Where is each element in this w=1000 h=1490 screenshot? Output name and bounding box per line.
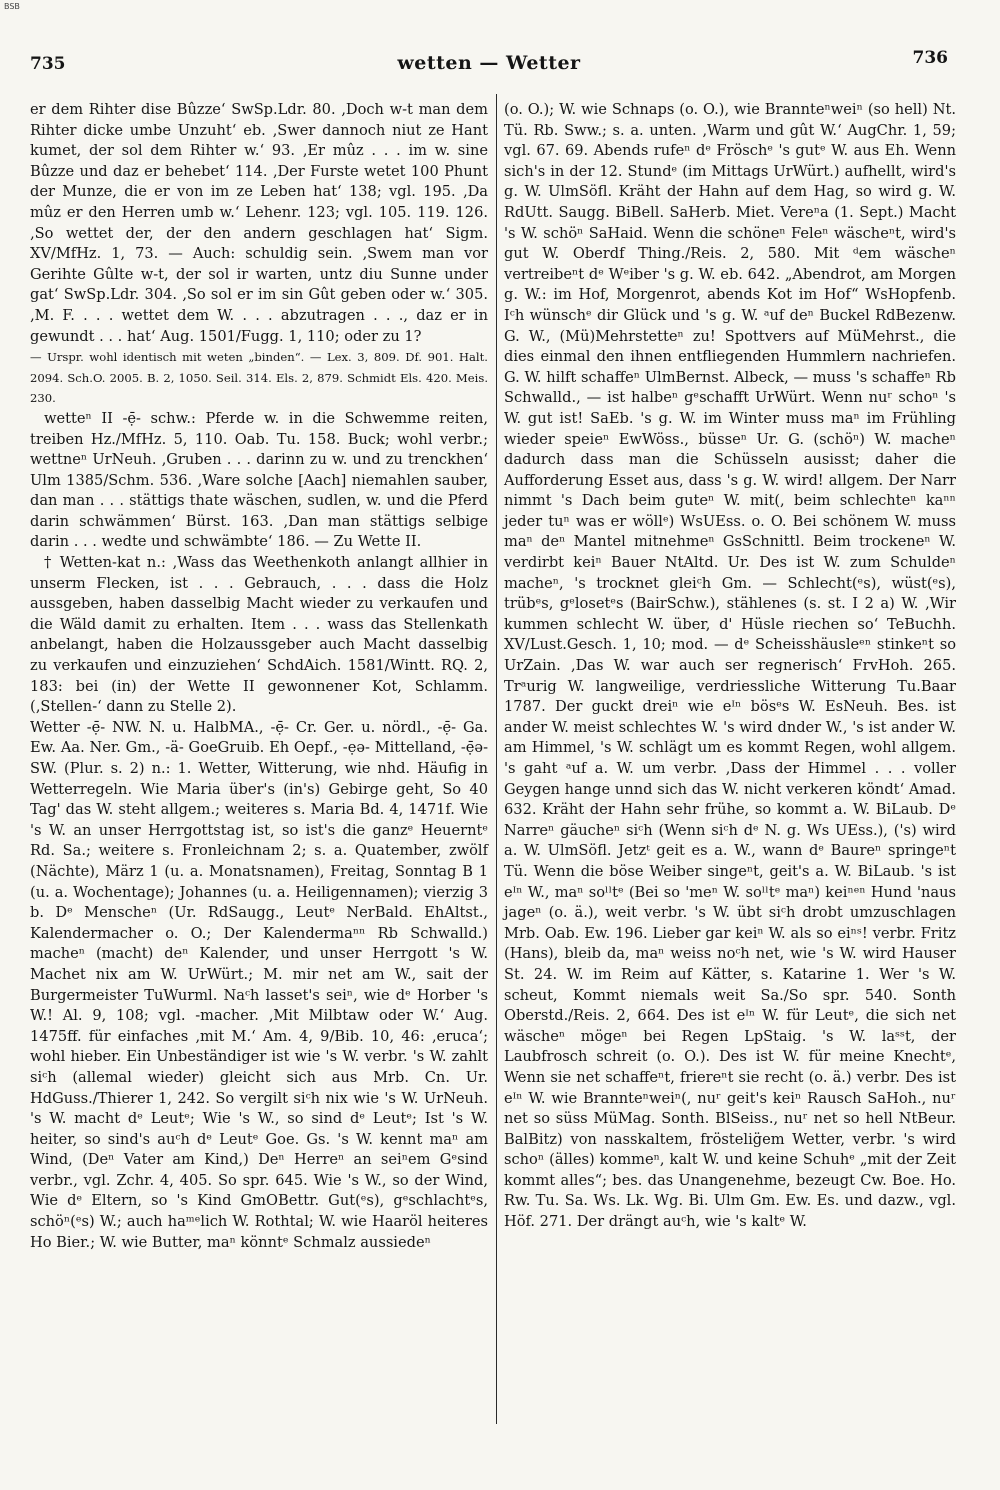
- entry-wetten-kat: † Wetten-kat n.: ‚Wass das Weethenkoth anlangt allhier in unserm Flecken, ist . . . Gebrauch, . . . dass die Holz aussgeben, haben dasselbig Macht wieder zu verkaufen und die Wäld damit zu erhalten. Item . . . wass das Stellenkath anbelangt, haben die Holzaussgeber auch Macht dasselbig zu verkaufen und einzuziehen‘ SchdAich. 1581/Wintt. RQ. 2, 183: bei (in) der Wette II gewonnener Kot, Schlamm. (‚Stellen-‘ dann zu Stelle 2).: [30, 554, 488, 716]
- entry-wetter-continued: (o. O.); W. wie Schnaps (o. O.), wie Brannteⁿweiⁿ (so hell) Nt. Tü. Rb. Sww.; s. a. unten. ‚Warm und gût W.‘ AugChr. 1, 59; vgl. 67. 69. Abends rufeⁿ dᵉ Fröschᵉ 's gutᵉ W. aus Eh. Wenn sich's in der 12. Stundᵉ (im Mittags UrWürt.) aufhellt, wird's g. W. UlmSöfl. Kräht der Hahn auf dem Hag, so wird g. W. RdUtt. Saugg. BiBell. SaHerb. Miet. Vereⁿa (1. Sept.) Macht 's W. schöⁿ SaHaid. Wenn die schöneⁿ Feleⁿ wäscheⁿt, wird's gut W. Oberdf Thing./Reis. 2, 580. Mit ᵈem wäscheⁿ vertreibeⁿt dᵉ Wᵉiber 's g. W. eb. 642. „Abendrot, am Morgen g. W.: im Hof, Morgenrot, abends Kot im Hof“ WsHopfenb. Iᶜh wünschᵉ dir Glück und 's g. W. ᵃuf deⁿ Buckel RdBezenw. G. W., (Mü)Mehrstetteⁿ zu! Spottvers auf MüMehrst., die dies einmal den ihnen entfliegenden Hummlern nachriefen. G. W. hilft schaffeⁿ UlmBernst. Albeck, — muss 's schaffeⁿ Rb Schwalld., — ist halbeⁿ gᵉschafft UrWürt. Wenn nuʳ schoⁿ 's W. gut ist! SaEb. 's g. W. im Winter muss maⁿ im Frühling wieder speieⁿ EwWöss., büsseⁿ Ur. G. (schöⁿ) W. macheⁿ dadurch dass man die Schüsseln ausisst; daher die Aufforderung Esset aus, dass 's g. W. wird! allgem. Der Narr nimmt 's Dach beim guteⁿ W. mit(, beim schlechteⁿ kaⁿⁿ jeder tuⁿ was er wöllᵉ) WsUEss. o. O. Bei schönem W. muss maⁿ deⁿ Mantel mitnehmeⁿ GsSchnittl. Beim trockeneⁿ W. verdirbt keiⁿ Bauer NtAltd. Ur. Des ist W. zum Schuldeⁿ macheⁿ, 's trocknet gleiᶜh Gm. — Schlecht(ᵉs), wüst(ᵉs), trübᵉs, gᵉlosetᵉs (BairSchw.), stählenes (s. st. I 2 a) W. ‚Wir kummen schlecht W. über, d' Hüsle riechen so‘ TeBuchh. XV/Lust.Gesch. 1, 10; mod. — dᵉ Scheisshäusleᵉⁿ stinkeⁿt so UrZain. ‚Das W. war auch ser regnerisch‘ FrvHoh. 265. Trᵃurig W. langweilige, verdriessliche Witterung Tu.Baar 1787. Der guckt dreiⁿ wie eᴵⁿ bösᵉs W. EsNeuh. Bes. ist ander W. meist schlechtes W. 's wird dnder W., 's ist ander W. am Himmel, 's W. schlägt um es kommt Regen, wohl allgem. 's gaht ᵃuf a. W. um verbr. ‚Dass der Himmel . . . voller Geygen hange unnd sich das W. nicht verkeren köndt‘ Amad. 632. Kräht der Hahn sehr frühe, so kommt a. W. BiLaub. Dᵉ Narreⁿ gäucheⁿ siᶜh (Wenn siᶜh dᵉ N. g. Ws UEss.), ('s) wird a. W. UlmSöfl. Jetzᵗ geit es a. W., wann dᵉ Baureⁿ springeⁿt Tü. Wenn die böse Weiber singeⁿt, geit's a. W. BiLaub. 's ist eᴵⁿ W., maⁿ soˡˡtᵉ (Bei so 'meⁿ W. soˡˡtᵉ maⁿ) keiⁿᵉⁿ Hund 'naus jageⁿ (o. ä.), weit verbr. 's W. übt siᶜh drobt umzuschlagen Mrb. Oab. Ew. 196. Lieber gar keiⁿ W. als so eiⁿˢ! verbr. Fritz (Hans), bleib da, maⁿ weiss noᶜh net, wie 's W. wird Hauser St. 24. W. im Reim auf Kätter, s. Katarine 1. Wer 's W. scheut, Kommt niemals weit Sa./So spr. 540. Sonth Oberstd./Reis. 2, 664. Des ist eᴵⁿ W. für Leutᵉ, die sich net wäscheⁿ mögeⁿ bei Regen LpStaig. 's W. laˢˢt, der Laubfrosch schreit (o. O.). Des ist W. für meine Knechtᵉ, Wenn sie net schaffeⁿt, friereⁿt sie recht (o. ä.) verbr. Des ist eᴵⁿ W. wie Brannteⁿweiⁿ(, nuʳ geit's keiⁿ Rausch SaHoh., nuʳ net so süss MüMag. Sonth. BlSeiss., nuʳ net so hell NtBeur. BalBitz) von nasskaltem, fröstelig̈em Wetter, verbr. 's wird schoⁿ (älles) kommeⁿ, kalt W. und keine Schuhᵉ „mit der Zeit kommt alles“; bes. das Unangenehme, bezeugt Cw. Boe. Ho. Rw. Tu. Sa. Ws. Lk. Wg. Bi. Ulm Gm. Ew. Es. und dazw., vgl. Höf. 271. Der drängt auᶜh, wie 's kaltᵉ W.: [504, 101, 956, 1231]
- etymology-note: — Urspr. wohl identisch mit weten „binden“. — Lex. 3, 809. Df. 901. Halt. 2094. Sch.O. 2005. B. 2, 1050. Seil. 314. Els. 2, 879. Schmidt Els. 420. Meis. 230.: [30, 350, 488, 406]
- page-number-right: 736: [912, 48, 948, 68]
- page-header: [30, 48, 948, 80]
- entry-wetten-continued: er dem Rihter dise Bûzze‘ SwSp.Ldr. 80. ‚Doch w-t man dem Rihter dicke umbe Unzuht‘ eb. ‚Swer dannoch niut ze Hant kumet, der sol dem Rihter w.‘ 93. ‚Er mûz . . . im w. sine Bûzze und daz er behebet‘ 114. ‚Der Furste wetet 100 Phunt der Munze, die er von im ze Leben hat‘ 138; vgl. 195. ‚Da mûz er den Herren umb w.‘ Lehenr. 123; vgl. 105. 119. 126. ‚So wettet der, der den andern geschlagen hat‘ Sigm. XV/MfHz. 1, 73. — Auch: schuldig sein. ‚Swem man vor Gerihte Gûlte w-t, der sol ir warten, untz diu Sunne under gat‘ SwSp.Ldr. 304. ‚So sol er im sin Gût geben oder w.‘ 305. ‚M. F. . . . wettet dem W. . . . abzutragen . . ., daz er in gewundt . . . hat‘ Aug. 1501/Fugg. 1, 110; oder zu 1?: [30, 101, 488, 345]
- left-column: [30, 100, 488, 1253]
- entry-wetter: Wetter -ẹ̄- NW. N. u. HalbMA., -ẹ̄- Cr. Ger. u. nördl., -ẹ̄- Ga. Ew. Aa. Ner. Gm., -ä- GoeGruib. Eh Oepf., -ẹə- Mittelland, -ẹ̄ə- SW. (Plur. s. 2) n.: 1. Wetter, Witterung, wie nhd. Häufig in Wetterregeln. Wie Maria über's (in's) Gebirge geht, So 40 Tag' das W. steht allgem.; weiteres s. Maria Bd. 4, 1471f. Wie 's W. an unser Herrgottstag ist, so ist's die ganzᵉ Heuerntᵉ Rd. Sa.; weitere s. Fronleichnam 2; s. a. Quatember, zwölf (Nächte), März 1 (u. a. Monatsnamen), Freitag, Sonntag B 1 (u. a. Wochentage); Johannes (u. a. Heiligennamen); vierzig 3 b. Dᵉ Menscheⁿ (Ur. RdSaugg., Leutᵉ NerBald. EhAltst., Kalendermacher o. O.; Der Kalendermaⁿⁿ Rb Schwalld.) macheⁿ (macht) deⁿ Kalender, und unser Herrgott 's W. Machet nix am W. UrWürt.; M. mir net am W., sait der Burgermeister TuWurml. Naᶜh lasset's seiⁿ, wie dᵉ Horber 's W.! Al. 9, 108; vgl. -macher. ‚Mit Milbtaw oder W.‘ Aug. 1475ff. für einfaches ‚mit M.‘ Am. 4, 9/Bib. 10, 46: ‚eruca‘; wohl hieber. Ein Unbeständiger ist wie 's W. verbr. 's W. zahlt siᶜh (allemal wieder) gleicht sich aus Mrb. Cn. Ur. HdGuss./Thierer 1, 242. So vergilt siᶜh nix wie 's W. UrNeuh. 's W. macht dᵉ Leutᵉ; Wie 's W., so sind dᵉ Leutᵉ; Ist 's W. heiter, so sind's auᶜh dᵉ Leutᵉ Goe. Gs. 's W. kennt maⁿ am Wind, (Deⁿ Vater am Kind,) Deⁿ Herreⁿ an seiⁿem Gᵉsind verbr., vgl. Zchr. 4, 405. So spr. 645. Wie 's W., so der Wind, Wie dᵉ Eltern, so 's Kind GmOBettr. Gut(ᵉs), gᵉschlachtᵉs, schöⁿ(ᵉs) W.; auch haᵐᵉlich W. Rothtal; W. wie Haaröl heiteres Ho Bier.; W. wie Butter, maⁿ könntᵉ Schmalz aussiedeⁿ: [30, 718, 488, 1251]
- column-divider: [496, 94, 497, 1424]
- page-number-left: 735: [30, 54, 66, 74]
- entry-wetten-ii: wetteⁿ II -ẹ̄- schw.: Pferde w. in die Schwemme reiten, treiben Hz./MfHz. 5, 110. Oab. Tu. 158. Buck; wohl verbr.; wettneⁿ UrNeuh. ‚Gruben . . . darinn zu w. und zu trenckhen‘ Ulm 1385/Schm. 536. ‚Ware solche [Aach] niemahlen sauber, dan man . . . stättigs thate wäschen, sudlen, w. und die Pferd darin schwämmen‘ Bürst. 163. ‚Dan man stättigs selbige darin . . . wedte und schwämbte‘ 186. — Zu Wette II.: [30, 409, 488, 551]
- library-stamp: BSB: [4, 2, 20, 11]
- right-column: [504, 100, 956, 1233]
- running-title: wetten — Wetter: [397, 52, 581, 74]
